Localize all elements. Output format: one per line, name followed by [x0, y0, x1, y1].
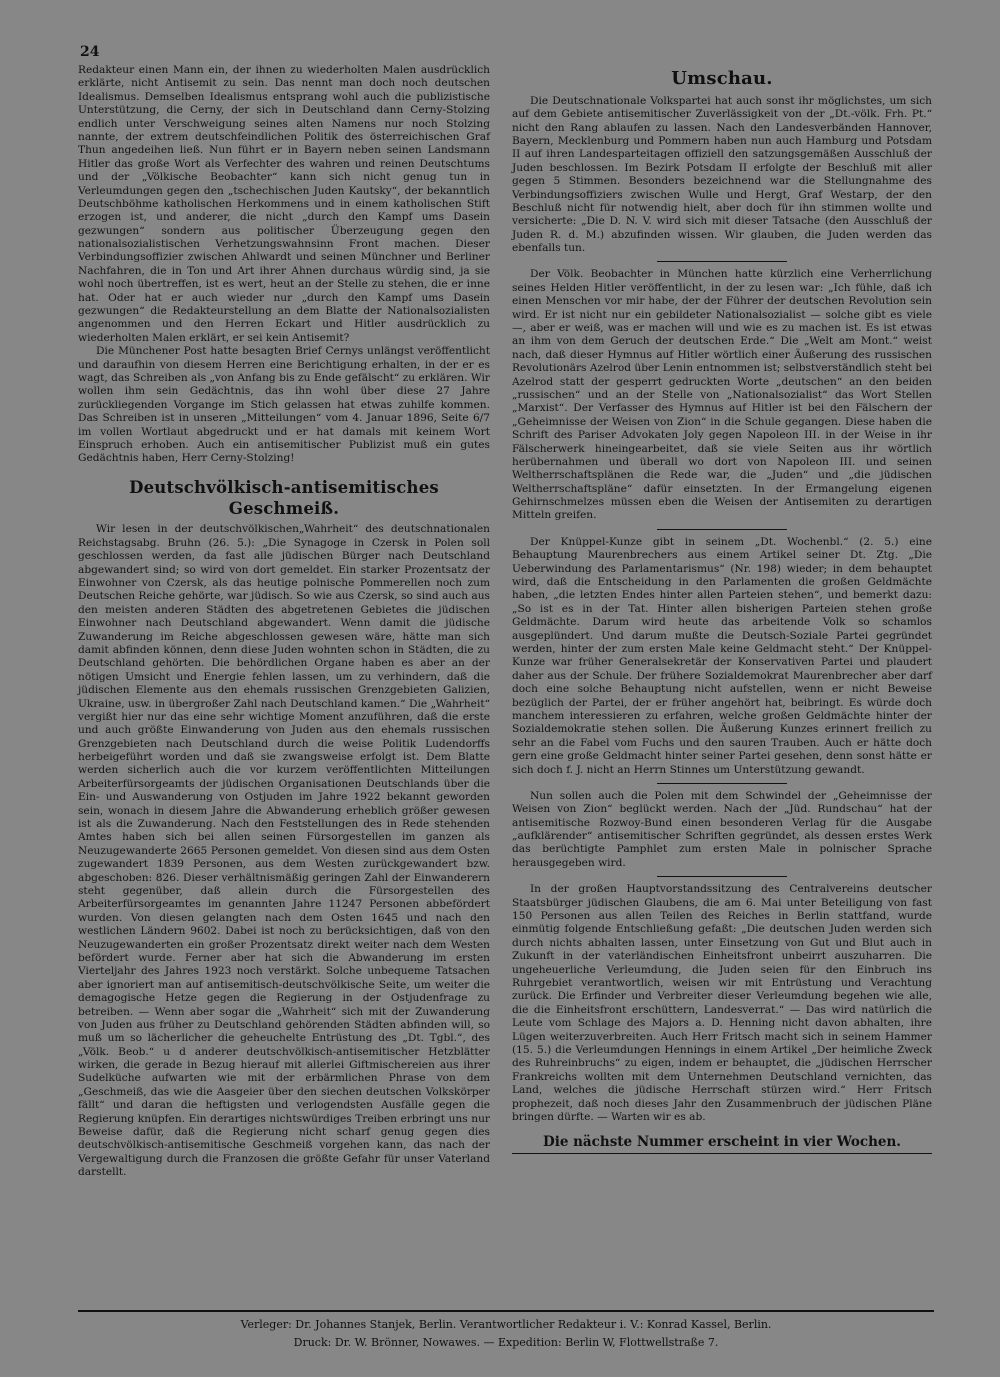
- article-paragraph: Die Deutschnationale Volkspartei hat auch sonst ihr möglichstes, um sich auf dem Gebiete antisemitischer Zuverlässigkeit von der „Dt.-völk. Frh. Pt.“ nicht den Rang ablaufen zu lassen. Nach den Landesverbänden Hannover, Bayern, Mecklenburg und Pommern haben nun auch Hamburg und Potsdam II auf ihren Landesparteitagen offiziell den satzungsgemäßen Ausschluß der Juden beschlossen. Im Bezirk Potsdam II erfolgte der Beschluß mit aller gegen 5 Stimmen. Besonders bezeichnend war die Stellungnahme des Verbindungsoffiziers zwischen Wulle und Hergt, Graf Westarp, der den Beschluß nicht für notwendig hielt, aber doch für ihn stimmen wollte und versicherte: „Die D. N. V. wird sich mit dieser Tatsache (den Ausschluß der Juden R. d. M.) abzufinden wissen. Wir glauben, die Juden werden das ebenfalls tun.: [512, 94, 932, 255]
- article-paragraph: Der Knüppel-Kunze gibt in seinem „Dt. Wochenbl.“ (2. 5.) eine Behauptung Maurenbrechers aus einem Artikel seiner Dt. Ztg. „Die Ueberwindung des Parlamentarismus“ (Nr. 198) wieder; in dem behauptet wird, daß die Entscheidung in den Parlamenten die großen Geldmächte haben, „die letzten Endes hinter allen Parteien stehen“, und bemerkt dazu: „So ist es in der Tat. Hinter allen bisherigen Parteien stehen große Geldmächte. Darum wird heute das arbeitende Volk so schamlos ausgeplündert. Und darum mußte die Deutsch-Soziale Partei gegründet werden, hinter der zum ersten Male keine Geldmacht steht.“ Der Knüppel-Kunze war früher Generalsekretär der Konservativen Partei und plaudert daher aus der Schule. Der frühere Sozialdemokrat Maurenbrecher aber darf doch eine solche Behauptung nicht aufstellen, wenn er nicht Beweise bezüglich der Partei, der er früher angehört hat, beibringt. Es würde doch manchem interessieren zu erfahren, welche großen Geldmächte hinter der Sozialdemokratie stehen sollen. Die Äußerung Kunzes erinnert freilich zu sehr an die Fabel vom Fuchs und den sauren Trauben. Auch er hätte doch gern eine große Geldmacht hinter seiner Partei gesehen, denn sonst hätte er sich doch f. J. nicht an Herrn Stinnes um Unterstützung gewandt.: [512, 535, 932, 776]
- separator-rule: [657, 876, 787, 877]
- separator-rule: [657, 261, 787, 262]
- separator-rule: [657, 783, 787, 784]
- article-paragraph: Die Münchener Post hatte besagten Brief Cernys unlängst veröffentlicht und daraufhin von diesem Herren eine Berichtigung erhalten, in der er es wagt, das Schreiben als „von Anfang bis zu Ende gefälscht“ zu erklären. Wir wollen ihm sein Gedächtnis, das ihn wohl über diese 27 Jahre zurückliegenden Vorgange im Stich gelassen hat etwas zuhilfe kommen. Das Schreiben ist in unseren „Mitteilungen“ vom 4. Januar 1896, Seite 6/7 im vollen Wortlaut abgedruckt und er hat damals mit keinem Wort Einspruch erhoben. Auch ein antisemitischer Publizist muß ein gutes Gedächtnis haben, Herr Cerny-Stolzing!: [78, 345, 490, 465]
- left-column: [78, 64, 490, 1180]
- publisher-line: Verleger: Dr. Johannes Stanjek, Berlin. Verantwortlicher Redakteur i. V.: Konrad Kassel, Berlin.: [240, 1318, 772, 1331]
- page-number: 24: [80, 44, 100, 60]
- right-column: [512, 64, 932, 1154]
- printer-line: Druck: Dr. W. Brönner, Nowawes. — Expedition: Berlin W, Flottwellstraße 7.: [293, 1336, 719, 1349]
- article-paragraph: In der großen Hauptvorstandssitzung des Centralvereins deutscher Staatsbürger jüdischen Glaubens, die am 6. Mai unter Beteiligung von fast 150 Personen aus allen Teilen des Reiches in Berlin stattfand, wurde einmütig folgende Entschließung gefaßt: „Die deutschen Juden werden sich durch nichts abhalten lassen, unter Einsetzung von Gut und Blut auch in Zukunft in der vaterländischen Einheitsfront unbeirrt auszuharren. Die ungeheuerliche Verleumdung, die Juden seien für den Einbruch ins Ruhrgebiet verantwortlich, weisen wir mit Entrüstung und Verachtung zurück. Die Erfinder und Verbreiter dieser Verleumdung begehen wie alle, die die Einheitsfront erschüttern, Landesverrat.“ — Das wird natürlich die Leute vom Schlage des Majors a. D. Henning nicht davon abhalten, ihre Lügen weiterzuverbreiten. Auch Herr Fritsch macht sich in seinem Hammer (15. 5.) die Verleumdungen Hennings in einem Artikel „Der heimliche Zweck des Ruhreinbruchs“ zu eigen, indem er behauptet, die „jüdischen Herrscher Frankreichs wollten mit dem Unternehmen Deutschland vernichten, das Land, welches die jüdische Herrschaft stürzen wird.“ Herr Fritsch prophezeit, daß noch dieses Jahr den Zusammenbruch der jüdischen Pläne bringen dürfte. — Warten wir es ab.: [512, 883, 932, 1123]
- section-heading: Deutschvölkisch-antisemitisches Geschmeiß.: [129, 477, 439, 518]
- separator-rule: [657, 529, 787, 530]
- article-paragraph: Nun sollen auch die Polen mit dem Schwindel der „Geheimnisse der Weisen von Zion“ beglückt werden. Nach der „Jüd. Rundschau“ hat der antisemitische Rozwoy-Bund einen besonderen Verlag für die Ausgabe „aufklärender“ antisemitischer Schriften gegründet, als dessen erstes Werk das berüchtigte Pamphlet zum ersten Male in polnischer Sprache herausgegeben wird.: [512, 789, 932, 869]
- article-paragraph: Redakteur einen Mann ein, der ihnen zu wiederholten Malen ausdrücklich erklärte, nicht Antisemit zu sein. Das nennt man doch noch deutschen Idealismus. Demselben Idealismus entsprang wohl auch die publizistische Unterstützung, die Cerny, der sich in Deutschland dann Cerny-Stolzing endlich unter Verschweigung seines alten Namens nur noch Stolzing nannte, der extrem deutschfeindlichen Politik des österreichischen Graf Thun angedeihen ließ. Nun führt er in Bayern neben seinen Landsmann Hitler das große Wort als Verfechter des wahren und reinen Deutschtums und der „Völkische Beobachter“ kann sich nicht genug tun in Verleumdungen gegen den „tschechischen Juden Kautsky“, der bekanntlich Deutschböhme katholischen Herkommens und in einem katholischen Stift erzogen ist, und anderer, die nicht „durch den Kampf ums Dasein gezwungen“ sondern aus politischer Überzeugung gegen den nationalsozialistischen Verhetzungswahnsinn Front machen. Dieser Verbindungsoffizier zwischen Ahlwardt und seinen Münchner und Berliner Nachfahren, die in Ton und Art ihrer Ahnen durchaus würdig sind, ja sie wohl noch übertreffen, ist es wert, heut an der Stelle zu stehen, die er inne hat. Oder hat er auch wieder nur „durch den Kampf ums Dasein gezwungen“ die Redakteurstellung an dem Blatte der Nationalsozialisten angenommen und den Herren Eckart und Hitler ausdrücklich zu wiederholten Malen erklärt, er sei kein Antisemit?: [78, 64, 490, 344]
- section-heading: Umschau.: [671, 68, 773, 89]
- article-paragraph: Der Völk. Beobachter in München hatte kürzlich eine Verherrlichung seines Helden Hitler veröffentlicht, in der zu lesen war: „Ich fühle, daß ich einen Menschen vor mir habe, der der Führer der deutschen Revolution sein wird. Er ist nicht nur ein gebildeter Nationalsozialist — solche gibt es viele —, aber er weiß, was er machen will und wie es zu machen ist. Es ist etwas an ihm von dem Geruch der deutschen Erde.“ Die „Welt am Mont.“ weist nach, daß dieser Hymnus auf Hitler wörtlich einer Äußerung des russischen Revolutionärs Azelrod über Lenin entnommen ist; selbstverständlich steht bei Azelrod statt der gesperrt gedruckten Worte „deutschen“ an den beiden „russischen“ und an der Stelle von „Nationalsozialist“ das Wort Stellen „Marxist“. Der Verfasser des Hymnus auf Hitler ist bei den Fälschern der „Geheimnisse der Weisen von Zion“ in die Schule gegangen. Diese haben die Schrift des Pariser Advokaten Joly gegen Napoleon III. in der Weise in ihr Fälscherwerk hineingearbeitet, daß sie viele Seiten aus ihr wörtlich herübernahmen und überall wo dort von Napoleon III. und seinen Weltherrschaftsplänen die Rede war, die „Juden“ und „die jüdischen Weltherrschaftspläne“ dafür einsetzten. In der Ermangelung eigenen Gehirnschmelzes müssen eben die Weisen der Antisemiten zu derartigen Mitteln greifen.: [512, 268, 932, 522]
- article-paragraph: Wir lesen in der deutschvölkischen„Wahrheit“ des deutschnationalen Reichstagsabg. Bruhn (26. 5.): „Die Synagoge in Czersk in Polen soll geschlossen werden, da fast alle jüdischen Bürger nach Deutschland abgewandert sind; so wird von dort gemeldet. Ein starker Prozentsatz der Einwohner von Czersk, als das heutige polnische Pommerellen noch zum Deutschen Reiche gehörte, war jüdisch. So wie aus Czersk, so sind auch aus den meisten anderen Städten des abgetretenen Gebietes die jüdischen Einwohner nach Deutschland abgewandert. Wenn damit die jüdische Zuwanderung im Reiche abgeschlossen gewesen wäre, hätte man sich damit abfinden können, denn diese Juden wohnten schon in Städten, die zu Deutschland gehörten. Die behördlichen Organe haben es aber an der nötigen Umsicht und Energie fehlen lassen, um zu verhindern, daß die jüdischen Elemente aus den ehemals russischen Grenzgebieten Galizien, Ukraine, usw. in übergroßer Zahl nach Deutschland kamen.“ Die „Wahrheit“ vergißt hier nur das eine sehr wichtige Moment anzuführen, daß die erste und auch größte Einwanderung von Juden aus den ehemals russischen Grenzgebieten nach Deutschland durch die weise Politik Ludendorffs herbeigeführt worden und daß sie zwangsweise erfolgt ist. Dem Blatte werden sicherlich auch die vor kurzem veröffentlichten Mitteilungen Arbeiterfürsorgeamts der jüdischen Organisationen Deutschlands über die Ein- und Auswanderung von Ostjuden im Jahre 1922 bekannt geworden sein, wonach in diesem Jahre die Abwanderung erheblich größer gewesen ist als die Zuwanderung. Nach den Feststellungen des in Rede stehenden Amtes haben sich bei allen seinen Fürsorgestellen im ganzen als Neuzugewanderte 2665 Personen gemeldet. Von diesen sind aus dem Osten zugewandert 1839 Personen, aus dem Westen zurückgewandert bzw. abgeschoben: 826. Dieser verhältnismäßig geringen Zahl der Einwanderern steht gegenüber, daß allein durch die Fürsorgestellen des Arbeiterfürsorgeamtes im genannten Jahre 11247 Personen abbefördert wurden. Von diesen gelangten nach dem Osten 1645 und nach den westlichen Ländern 9602. Dabei ist noch zu berücksichtigen, daß von den Neuzugewanderten ein großer Prozentsatz direkt weiter nach dem Westen befördert wurde. Ferner aber hat sich die Abwanderung im ersten Vierteljahr des Jahres 1923 noch verstärkt. Solche unbequeme Tatsachen aber ignoriert man auf antisemitisch-deutschvölkische Seite, um weiter die demagogische Hetze gegen die Regierung in der Ostjudenfrage zu betreiben. — Wenn aber sogar die „Wahrheit“ sich mit der Zuwanderung von Juden aus früher zu Deutschland gehörenden Städten abfinden will, so muß um so lächerlicher die geheuchelte Entrüstung des „Dt. Tgbl.“, des „Völk. Beob.“ u d anderer deutschvölkisch-antisemitischer Hetzblätter wirken, die gerade in Bezug hierauf mit allerlei Giftmischereien aus ihrer Sudelküche aufwarten wie mit der erbärmlichen Phrase von dem „Geschmeiß, das wie die Aasgeier über den siechen deutschen Volkskörper fällt“ und daran die heftigsten und verlogendsten Ausfälle gegen die Regierung knüpfen. Ein derartiges nichtswürdiges Treiben erbringt uns nur Beweise dafür, daß die Regierung nicht scharf genug gegen dies deutschvölkisch-antisemitische Geschmeiß vorgehen kann, das nach der Vergewaltigung durch die Franzosen die größte Gefahr für unser Vaterland darstellt.: [78, 523, 490, 1179]
- next-issue-notice: Die nächste Nummer erscheint in vier Wochen.: [512, 1134, 932, 1154]
- footer-rule: [78, 1310, 934, 1312]
